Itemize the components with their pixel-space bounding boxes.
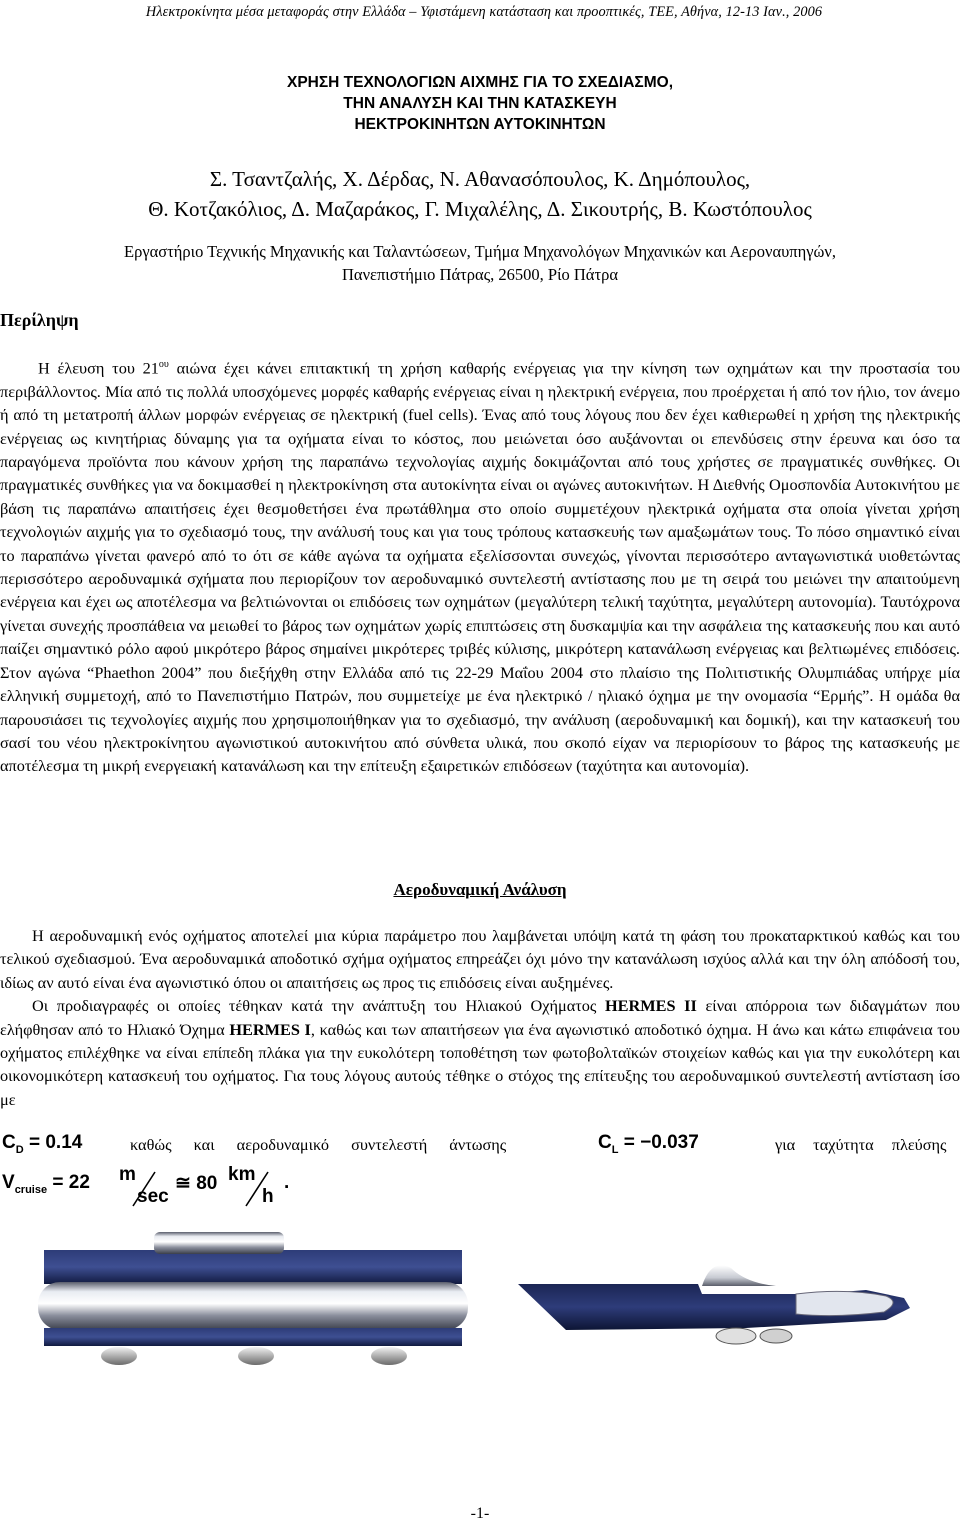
wheel-right: [371, 1347, 407, 1365]
paragraph-2-part-a: Οι προδιαγραφές οι οποίες τέθηκαν κατά την ανάπτυξη του Ηλιακού Οχήματος: [32, 996, 605, 1016]
abstract-superscript: ου: [158, 359, 169, 370]
approx-value: ≅ 80: [175, 1173, 218, 1194]
page-number: -1-: [470, 1505, 490, 1522]
affiliation-line-1: Εργαστήριο Τεχνικής Μηχανικής και Ταλαντώσεων, Τμήμα Μηχανολόγων Μηχανικών και Αεροναυπηγών,: [124, 242, 836, 261]
nose-cone: [796, 1291, 893, 1315]
paragraph-2: [0, 994, 960, 1111]
side-wheel-rear: [760, 1329, 792, 1343]
side-canopy: [702, 1265, 776, 1286]
title-line-1: ΧΡΗΣΗ ΤΕΧΝΟΛΟΓΙΩΝ ΑΙΧΜΗΣ ΓΙΑ ΤΟ ΣΧΕΔΙΑΣΜΟ,: [286, 74, 674, 91]
paragraph-1: Η αεροδυναμική ενός οχήματος αποτελεί μια κύρια παράμετρο που λαμβάνεται υπόψη κατά τη φάση του προκαταρκτικού καθώς και του τελικού σχεδιασμού. Ένα αεροδυναμικά αποδοτικό σχήμα οχήματος επηρεάζει όχι μόνο την κατανάλωση ισχύος αλλά και την όλη απόδοσή του, ιδίως αν αυτό είναι ένα αγωνιστικό όπου οι απαιτήσεις ως προς τις επιδόσεις είναι αυξημένες.: [0, 926, 960, 992]
cl-subscript: L: [611, 1143, 619, 1156]
abstract-heading: Περίληψη: [0, 310, 79, 330]
wheel-center: [238, 1347, 274, 1365]
vehicle-figures: [0, 1228, 960, 1388]
abstract-text: [0, 353, 960, 778]
side-wheel-front: [716, 1328, 756, 1344]
formula-mid-text: καθώς και αεροδυναμικό συντελεστή άντωσης: [130, 1135, 507, 1154]
canopy: [154, 1232, 284, 1254]
cd-letter: C: [2, 1132, 16, 1153]
vehicle-top-view-figure: [34, 1228, 474, 1388]
v-cruise-formula: [2, 1172, 90, 1196]
cl-value: = −0.037: [623, 1132, 699, 1153]
formula-row-2: [0, 1166, 960, 1210]
unit-m-per-sec: [115, 1166, 177, 1206]
v-letter: V: [2, 1172, 15, 1193]
v-subscript: cruise: [14, 1183, 48, 1196]
hermes-i-label: HERMES I: [229, 1019, 311, 1039]
unit-sec: sec: [137, 1186, 169, 1207]
upper-panel: [44, 1250, 462, 1284]
section-heading: Αεροδυναμική Ανάλυση: [393, 880, 567, 899]
authors: [0, 164, 960, 224]
formula-period: .: [284, 1172, 290, 1193]
cd-formula: [2, 1132, 82, 1156]
affiliation-line-2: Πανεπιστήμιο Πάτρας, 26500, Ρίο Πάτρα: [342, 265, 618, 284]
paper-title: [0, 72, 960, 135]
unit-h: h: [262, 1186, 274, 1207]
section-body: [0, 924, 960, 1111]
cd-subscript: D: [15, 1143, 24, 1156]
title-line-2: ΤΗΝ ΑΝΑΛΥΣΗ ΚΑΙ ΤΗΝ ΚΑΤΑΣΚΕΥΗ: [343, 95, 617, 112]
title-line-3: ΗΕΚΤΡΟΚΙΝΗΤΩΝ ΑΥΤΟΚΙΝΗΤΩΝ: [354, 116, 606, 133]
unit-m: m: [119, 1164, 136, 1185]
vehicle-side-view-figure: [506, 1228, 926, 1388]
unit-km-per-h: [224, 1166, 286, 1206]
cl-letter: C: [598, 1132, 612, 1153]
fraction-slash-2: [224, 1166, 286, 1210]
lower-panel: [44, 1328, 462, 1346]
formula-end-text: για ταχύτητα πλεύσης: [775, 1135, 947, 1154]
cd-value: = 0.14: [28, 1132, 83, 1153]
authors-line-1: Σ. Τσαντζαλής, Χ. Δέρδας, Ν. Αθανασόπουλος, Κ. Δημόπουλος,: [209, 167, 751, 191]
unit-km: km: [228, 1164, 256, 1185]
affiliation: [20, 240, 940, 286]
paragraph-2-part-e: , καθώς και των απαιτήσεων για ένα αγωνιστικό αποδοτικό όχημα. Η άνω και κάτω επιφάνεια του οχήματος επιλέχθηκε να είναι επίπεδη πλάκα για την ευκολότερη τοποθέτηση των φωτοβολταϊκών στοιχείων καθώς και για την ευκολότερη και οικονομικότερη κατασκευή του οχήματος. Για τους λόγους αυτούς τέθηκε ο στόχος της επίτευξης του αεροδυναμικού συντελεστή αντίσταση ίσο με: [0, 1019, 960, 1109]
hermes-ii-label: HERMES II: [605, 996, 697, 1016]
abstract-text-start: Η έλευση του 21: [38, 358, 159, 378]
cl-formula: [598, 1132, 699, 1156]
chrome-body: [38, 1282, 468, 1330]
authors-line-2: Θ. Κοτζακόλιος, Δ. Μαζαράκος, Γ. Μιχαλέλης, Δ. Σικουτρής, Β. Κωστόπουλος: [148, 197, 812, 221]
abstract-text-rest: αιώνα έχει κάνει επιτακτική τη χρήση καθαρής ενέργειας για την κίνηση των οχημάτων και την προστασία του περιβάλλοντος. Μία από τις πολλά υποσχόμενες μορφές καθαρής ενέργειας είναι η ηλεκτρική ενέργεια, που προέρχεται ή από τον ήλιο, τον άνεμο ή από τη μετατροπή άλλων μορφών ενέργειας σε ηλεκτρική (fuel cells). Ένας από τους λόγους που δεν έχει καθιερωθεί η χρήση της ηλεκτρικής ενέργειας ως κινητήριας δύναμης για τα οχήματα είναι το κόστος, που μειώνεται όσο αυξάνονται οι επενδύσεις στην έρευνα και όσο τα παραγόμενα προϊόντα που κάνουν χρήση της παραπάνω τεχνολογίας αιχμής δοκιμάζονται από τους χρήστες σε πραγματικές συνθήκες. Οι πραγματικές συνθήκες για να δοκιμασθεί η ηλεκτροκίνηση στα αυτοκίνητα είναι οι αγώνες αυτοκινήτων. Η Διεθνής Ομοσπονδία Αυτοκινήτου με βάση τις παραπάνω απαιτήσεις έχει θεσμοθετήσει ένα πρωτάθλημα στο οποίο συμμετέχουν ηλεκτρικά οχήματα στα οποία γίνεται χρήση τεχνολογιών αιχμής για το σχεδιασμό τους, την ανάλυσή τους και για τους τρόπους κατασκευής των αμαξωμάτων τους. Το πόσο σημαντικό είναι το παραπάνω γίνεται φανερό από το ότι σε κάθε αγώνα τα οχήματα εξελίσσονται συνεχώς, γίνονται περισσότερο ανταγωνιστικά υιοθετώντας περισσότερο αεροδυναμικά σχήματα που περιορίζουν τον αεροδυναμικό συντελεστή αντίστασης που με τη σειρά του μειώνει την απαιτούμενη ενέργεια και έχει ως αποτέλεσμα να βελτιώνονται οι επιδόσεις των οχημάτων (μεγαλύτερη τελική ταχύτητα, μεγαλύτερη αυτονομία). Ταυτόχρονα γίνεται συνεχής προσπάθεια να μειωθεί το βάρος των οχημάτων χωρίς επιπτώσεις στη δυσκαμψία και την ασφάλεια της κατασκευής που και αυτό παίζει σημαντικό ρόλο αφού μικρότερο βάρος σημαίνει μικρότερες τριβές κύλισης, μικρότερη κατανάλωση ενέργειας και βελτιωμένες επιδόσεις. Στον αγώνα “Phaethon 2004” που διεξήχθη στην Ελλάδα από τις 22-29 Μαΐου 2004 στο πλαίσιο της Πολιτιστικής Ολυμπιάδας υπήρχε μία ελληνική συμμετοχή, από το Πανεπιστήμιο Πατρών, που συμμετείχε με ένα ηλεκτρικό / ηλιακό όχημα με την ονομασία “Ερμής”. Η ομάδα θα παρουσιάσει τις τεχνολογίες αιχμής που χρησιμοποιήθηκαν για το σχεδιασμό, την ανάλυση (αεροδυναμική και δομική), και την κατασκευή του σασί του νέου ηλεκτροκίνητου αγωνιστικού αυτοκινήτου από σύνθετα υλικά, που σκοπό είχαν να περιορίσουν το βάρος της κατασκευής με αποτέλεσμα τη μικρή ενεργειακή κατανάλωση και την επίτευξη εξαιρετικών επιδόσεων (ταχύτητα και αυτονομία).: [0, 358, 960, 776]
conference-header: Ηλεκτροκίνητα μέσα μεταφοράς στην Ελλάδα – Υφιστάμενη κατάσταση και προοπτικές, ΤΕΕ, Αθήνα, 12-13 Ιαν., 2006: [145, 4, 823, 20]
v-value: = 22: [52, 1172, 90, 1193]
wheel-left: [101, 1347, 137, 1365]
paragraph-2-part-c: είναι απόρροια των διδαγμάτων που ελήφθησαν από το Ηλιακό Όχημα: [0, 996, 960, 1039]
